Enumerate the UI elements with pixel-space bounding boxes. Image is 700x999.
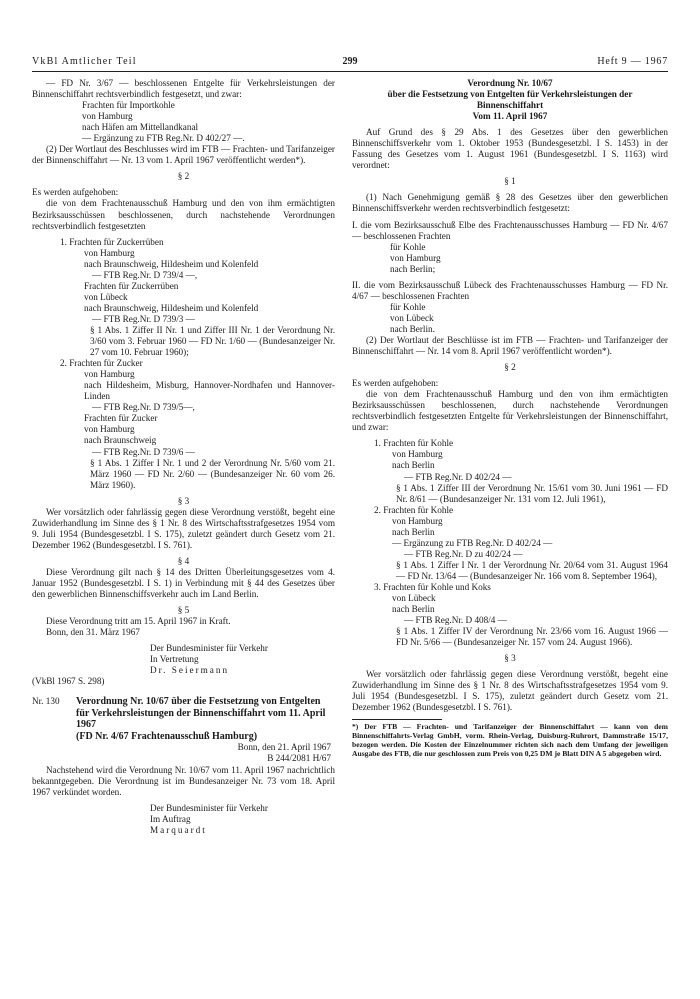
frachten-line: Frachten für Importkohle [82, 100, 175, 111]
page-header [32, 56, 668, 70]
right-column [352, 78, 668, 758]
footnote: *) Der FTB — Frachten- und Tarifanzeiger der Binnenschiffahrt — kann von dem Binnenschiffahrts-Verlag GmbH, vorm. Rhein-Verlag, Duisburg-Ruhrort, Dammstraße 15/17, bezogen werden. Die Kosten der Einzelnummer richten sich nach dem Umfang der jeweiligen Ausgabe des FTB, die nur geschlossen zum Preis von 0,25 DM je Blatt DIN A 5 abgegeben wird. [352, 722, 668, 758]
section-heading: § 3 [177, 495, 190, 506]
list-line: von Hamburg [392, 449, 443, 460]
decree-heading [32, 696, 335, 731]
aufgehoben-label: Es werden aufgehoben: [32, 187, 119, 198]
issue-number: Heft 9 — 1967 [597, 56, 668, 67]
intro-paragraph: — FD Nr. 3/67 — beschlossenen Entgelte für Verkehrsleistungen der Binnenschiffahrt rechtsverbindlich festgesetzt, und zwar: [32, 78, 335, 100]
roman-item-line: nach Berlin; [390, 263, 436, 274]
paragraph-2: (2) Der Wortlaut der Beschlüsse ist im FTB — Frachten- und Tarifanzeiger der Binnenschiffahrt — Nr. 14 vom 8. April 1967 veröffentlicht worden*). [352, 334, 668, 357]
decree-number: Nr. 130 [32, 696, 60, 707]
decree-subtitle: (FD Nr. 4/67 Frachtenausschuß Hamburg) [76, 730, 258, 742]
section-heading: § 5 [177, 605, 190, 616]
list-line: Frachten für Zuckerrüben [84, 280, 179, 291]
list-line: — FTB Reg.Nr. D 739/5—, [92, 402, 195, 413]
decree-title-line: über die Festsetzung von Entgelten für Verkehrsleistungen der Binnenschiffahrt [387, 89, 633, 111]
roman-item: II. die vom Bezirksausschuß Lübeck des Frachtenausschusses Hamburg — FD Nr. 4/67 — beschlossenen Frachten [352, 279, 668, 301]
section-heading: § 1 [504, 176, 516, 187]
section-heading: § 2 [504, 362, 516, 373]
list-line: von Hamburg [84, 424, 135, 435]
list-line: nach Braunschweig, Hildesheim und Kolenfeld [84, 302, 259, 313]
list-line: nach Hildesheim, Misburg, Hannover-Nordhafen und Hannover-Linden [84, 380, 335, 402]
preamble: Auf Grund des § 29 Abs. 1 des Gesetzes über den gewerblichen Binnenschiffsverkehr vom 1. Oktober 1953 (Bundesgesetzbl. I S. 1453) in der Fassung des Gesetzes vom 1. August 1961 (Bundesgesetzbl. I S. 1163) wird verordnet: [352, 127, 668, 171]
decree-title-line: Vom 11. April 1967 [472, 111, 548, 122]
list-line: — FTB Reg.Nr. D 739/6 — [92, 446, 195, 457]
aufgehoben-text: die von dem Frachtenausschuß Hamburg und den von ihm ermächtigten Bezirksausschüssen beschlossenen, durch nachstehende Verordnungen rechtsverbindlich festgesetzten [32, 198, 335, 231]
roman-item-line: von Hamburg [390, 252, 441, 263]
decree-date: Bonn, den 21. April 1967 [237, 742, 331, 753]
list-item-title: 3. Frachten für Kohle und Koks [374, 581, 491, 592]
section-text: Wer vorsätzlich oder fahrlässig gegen diese Verordnung verstößt, begeht eine Zuwiderhandlung im Sinne des § 1 Nr. 8 des Wirtschaftsstrafgesetzes 1954 vom 9. Juli 1954 (Bundesgesetzbl. I S. 175), zuletzt geändert durch Gesetz vom 21. Dezember 1962 (Bundesgesetzbl. I S. 761). [352, 669, 668, 713]
list-line: nach Berlin [392, 526, 435, 537]
list-line: von Lübeck [392, 593, 436, 604]
header-rule [32, 71, 668, 72]
section-text: (1) Nach Genehmigung gemäß § 28 des Gesetzes über den gewerblichen Binnenschiffsverkehr werden rechtsverbindlich festgesetzt: [352, 192, 668, 214]
aufgehoben-text: die von dem Frachtenausschuß Hamburg und den von ihm ermächtigten Bezirksausschüssen beschlossenen, durch nachstehende Verordnungen rechtsverbindlich festgesetzten Entgelte für Verkehrsleistungen der Binnenschiffahrt, und zwar: [352, 389, 668, 433]
section-heading: § 4 [177, 555, 190, 566]
list-item-title: 2. Frachten für Kohle [374, 504, 454, 515]
section-heading: § 3 [504, 653, 516, 664]
frachten-line: — Ergänzung zu FTB Reg.Nr. D 402/27 —. [82, 133, 245, 144]
roman-item-line: nach Berlin. [390, 323, 435, 334]
aufgehoben-label: Es werden aufgehoben: [352, 378, 439, 389]
decree-file-number: B 244/2081 H/67 [267, 753, 331, 764]
roman-item-line: von Lübeck [390, 312, 434, 323]
list-item-title: 2. Frachten für Zucker [60, 358, 143, 369]
signature-line: Der Bundesminister für Verkehr [150, 643, 268, 654]
left-column [32, 78, 335, 836]
list-detail: § 1 Abs. 1 Ziffer III der Verordnung Nr. 15/61 vom 30. Juni 1961 — FD Nr. 8/61 — (Bundesanzeiger Nr. 131 vom 12. Juli 1961), [396, 482, 668, 504]
reference: (VkBl 1967 S. 298) [32, 676, 105, 687]
paragraph-2: (2) Der Wortlaut des Beschlusses wird im FTB — Frachten- und Tarifanzeiger der Binnenschiffahrt — Nr. 13 vom 1. April 1967 veröffentlicht werden*). [32, 144, 335, 166]
list-line: von Hamburg [84, 369, 135, 380]
list-detail: § 1 Abs. 1 Ziffer I Nr. 1 der Verordnung Nr. 20/64 vom 31. August 1964 — FD Nr. 13/64 — (Bundesanzeiger Nr. 166 vom 8. September 1964), [396, 559, 668, 581]
frachten-line: von Hamburg [82, 111, 133, 122]
signature-line: Im Auftrag [150, 813, 191, 824]
section-text: Diese Verordnung tritt am 15. April 1967 in Kraft. [46, 616, 231, 627]
list-line: von Hamburg [392, 515, 443, 526]
signature-line: Der Bundesminister für Verkehr [150, 802, 268, 813]
list-item-title: 1. Frachten für Zuckerrüben [60, 236, 164, 247]
roman-item-line: für Kohle [390, 301, 426, 312]
list-detail: § 1 Abs. 1 Ziffer IV der Verordnung Nr. 23/66 vom 16. August 1966 — FD Nr. 5/66 — (Bundesanzeiger Nr. 157 vom 24. August 1966). [396, 626, 668, 648]
footnote-rule [352, 719, 442, 720]
signer-name: Dr. Seiermann [150, 665, 230, 676]
announcement-text: Nachstehend wird die Verordnung Nr. 10/67 vom 11. April 1967 nachrichtlich bekanntgegeben. Die Verordnung ist im Bundesanzeiger Nr. 73 vom 18. April 1967 verkündet worden. [32, 764, 335, 797]
section-text: Wer vorsätzlich oder fahrlässig gegen diese Verordnung verstößt, begeht eine Zuwiderhandlung im Sinne des § 1 Nr. 8 des Wirtschaftsstrafgesetzes 1954 vom 9. Juli 1954 (Bundesgesetzbl. I S. 175), zuletzt geändert durch Gesetz vom 21. Dezember 1962 (Bundesgesetzbl. I S. 761). [32, 506, 335, 550]
list-detail: § 1 Abs. 1 Ziffer II Nr. 1 und Ziffer III Nr. 1 der Verordnung Nr. 3/60 vom 3. Februar 1960 — FD Nr. 1/60 — (Bundesanzeiger Nr. 27 vom 10. Februar 1960); [90, 324, 335, 358]
roman-item: I. die vom Bezirksausschuß Elbe des Frachtenausschusses Hamburg — FD Nr. 4/67 — beschlossenen Frachten [352, 219, 668, 241]
signature-line: In Vertretung [150, 654, 199, 665]
decree-title-line: Verordnung Nr. 10/67 [467, 78, 553, 88]
decree-title: Verordnung Nr. 10/67 über die Festsetzung von Entgelten für Verkehrsleistungen der Binnenschiffahrt vom 11. April 1967 [76, 696, 326, 731]
list-line: von Lübeck [84, 291, 128, 302]
section-text: Diese Verordnung gilt nach § 14 des Dritten Überleitungsgesetzes vom 4. Januar 1952 (Bundesgesetzbl. I S. 1) in Verbindung mit § 44 des Gesetzes über den gewerblichen Binnenschiffsverkehr auch im Land Berlin. [32, 566, 335, 600]
list-line: nach Berlin [392, 604, 435, 615]
list-line: — FTB Reg.Nr. D 739/4 —, [92, 269, 198, 280]
journal-name: VkBl Amtlicher Teil [32, 56, 137, 67]
list-line: nach Braunschweig, Hildesheim und Kolenfeld [84, 258, 259, 269]
list-line: — FTB Reg.Nr. D 408/4 — [404, 615, 507, 626]
frachten-line: nach Häfen am Mittellandkanal [82, 122, 199, 133]
list-line: nach Braunschweig [84, 435, 157, 446]
list-line: Frachten für Zucker [84, 413, 158, 424]
list-detail: § 1 Abs. 1 Ziffer I Nr. 1 und 2 der Verordnung Nr. 5/60 vom 21. März 1960 — FD Nr. 2/60 — (Bundesanzeiger Nr. 60 vom 26. März 1960). [90, 457, 335, 490]
list-line: — FTB Reg.Nr. D 402/24 — [404, 471, 512, 482]
list-line: — Ergänzung zu FTB Reg.Nr. D 402/24 — [392, 537, 553, 548]
roman-item-line: für Kohle [390, 241, 426, 252]
place-date: Bonn, den 31. März 1967 [46, 627, 140, 638]
page-number: 299 [342, 56, 358, 67]
list-line: nach Berlin [392, 460, 435, 471]
list-line: von Hamburg [84, 247, 135, 258]
list-line: — FTB Reg.Nr. D zu 402/24 — [404, 548, 523, 559]
list-item-title: 1. Frachten für Kohle [374, 438, 454, 449]
list-line: — FTB Reg.Nr. D 739/3 — [92, 313, 195, 324]
signer-name: Marquardt [150, 824, 207, 835]
section-heading: § 2 [177, 171, 190, 182]
